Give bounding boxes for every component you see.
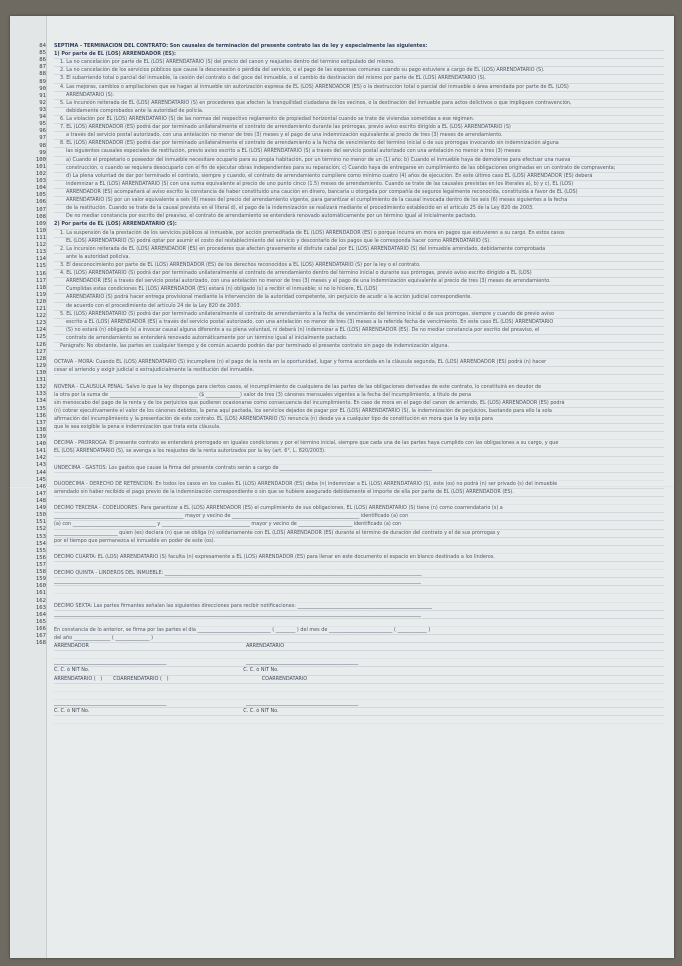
line-number: 146	[35, 483, 46, 490]
line-number: 149	[35, 505, 46, 512]
blank-line	[54, 351, 664, 359]
line-number: 118	[35, 284, 46, 291]
blank-line	[54, 432, 664, 440]
line-number: 111	[35, 234, 46, 241]
line-number: 116	[35, 270, 46, 277]
line-number: 91	[39, 92, 46, 99]
line-number: 85	[39, 50, 46, 57]
line-number: 166	[35, 625, 46, 632]
line-number: 156	[35, 554, 46, 561]
contract-line: ______________________________________________________________________________________________________________________________________________________	[54, 611, 664, 619]
line-number: 126	[35, 341, 46, 348]
line-number: 167	[35, 633, 46, 640]
line-number: 112	[35, 242, 46, 249]
contract-line: 2) Por parte de EL (LOS) ARRENDATARIO (S):	[54, 221, 664, 229]
line-number: 165	[35, 618, 46, 625]
contract-line: UNDÉCIMA - GASTOS: Los gastos que cause la firma del presente contrato serán a cargo de ______________________________________________________________	[54, 465, 664, 473]
contract-line: ARRENDATARIO ( ) COARRENDATARIO ( ) COARRENDATARIO	[54, 676, 664, 684]
line-number: 155	[35, 547, 46, 554]
contract-line: 5. La incursión reiterada de EL (LOS) ARRENDATARIO (S) en procederes que afecten la tranquilidad ciudadana de los vecinos, o la destinación del inmueble para actos delictivos o que impliquen contravención,	[54, 100, 664, 108]
contract-line: 4. Las mejoras, cambios o ampliaciones que se hagan al inmueble sin autorización expresa de EL (LOS) ARRENDADOR (ES) o la destrucción total o parcial del inmueble o área arrendada por parte de EL (LOS)	[54, 84, 664, 92]
line-number: 96	[39, 128, 46, 135]
contract-line: arrendado sin haber recibido el pago previo de la indemnización correspondiente o sin que se hubiere asegurado debidamente el importe de ella por parte de EL (LOS) ARRENDADOR (ES).	[54, 489, 664, 497]
contract-line: ARRENDATARIO (S) por un valor equivalente a seis (6) meses del precio del arrendamiento vigente, para garantizar el cumplimiento de la causal invocada dentro de los seis (6) meses siguientes a la fecha	[54, 197, 664, 205]
contract-line: __________________________ quien (es) declara (n) que se obliga (n) solidariamente con EL (LOS) ARRENDADOR (ES) durante el término de duración del contrato y el de sus prórrogas y	[54, 530, 664, 538]
line-number: 113	[35, 249, 46, 256]
line-number: 161	[35, 590, 46, 597]
blank-line	[54, 562, 664, 570]
contract-line: escrito a EL (LOS) ARRENDADOR (ES) a través del servicio postal autorizado, con una antelación no menor de tres (3) meses a la referida fecha de vencimiento. En este caso EL (LOS) ARRENDATARIO	[54, 319, 664, 327]
contract-line: DÉCIMO QUINTA - LINDEROS DEL INMUEBLE: _________________________________________________________________________________________________________	[54, 570, 664, 578]
line-number: 160	[35, 583, 46, 590]
line-number: 115	[35, 263, 46, 270]
blank-line	[54, 684, 664, 692]
line-number: 139	[35, 434, 46, 441]
line-number: 153	[35, 533, 46, 540]
contract-line: 2. La incursión reiterada de EL (LOS) ARRENDADOR (ES) en procederes que afecten gravemente el disfrute cabal por EL (LOS) ARRENDATARIO (S) del inmueble arrendado, debidamente comprobada	[54, 246, 664, 254]
blank-line	[54, 546, 664, 554]
contract-line: ARRENDADOR (ES) acompañará al aviso escrito la constancia de haber constituido una caución en dinero, bancaria u otorgada por compañía de seguros legalmente reconocida, constituida a favor de EL (LOS)	[54, 189, 664, 197]
contract-line: cesar el arriendo y exigir judicial o extrajudicialmente la restitución del inmueble.	[54, 367, 664, 375]
contract-line: que le sea exigible la pena e indemnización que trata esta cláusula.	[54, 424, 664, 432]
contract-line: _____________________________________________________ mayor y vecino de ____________________________________________________ identificado (a) con	[54, 513, 664, 521]
contract-line: Cumplidas estas condiciones EL (LOS) ARRENDADOR (ES) estará (n) obligado (s) a recibir el inmueble; si no lo hiciere, EL (LOS)	[54, 286, 664, 294]
contract-body	[54, 43, 664, 724]
contract-line: de la restitución. Cuando se trate de la causal prevista en el literal d), el pago de la indemnización se realizará mediante el procedimiento establecido en el artículo 25 de la Ley 820 de 2003.	[54, 205, 664, 213]
contract-line: 5. EL (LOS) ARRENDATARIO (S) podrá dar por terminado unilateralmente el contrato de arrendamiento a la fecha de vencimiento del término inicial o de sus prórrogas, siempre y cuando dé previo aviso	[54, 311, 664, 319]
contract-line: ARRENDADOR (ES) a través del servicio postal autorizado, con una antelación no menor de tres (3) meses y el pago de una indemnización equivalente al precio de tres (3) meses de arrendamiento.	[54, 278, 664, 286]
contract-line: ARRENDADOR ARRENDATARIO	[54, 643, 664, 651]
line-number: 144	[35, 469, 46, 476]
line-number: 84	[39, 43, 46, 49]
blank-line	[54, 457, 664, 465]
line-number: 132	[35, 384, 46, 391]
contract-line: ______________________________________________ ______________________________________________	[54, 700, 664, 708]
contract-line: indemnizar a EL (LOS) ARRENDATARIO (S) con una suma equivalente al precio de uno punto cinco (1.5) meses de arrendamiento. Cuando se trate de las causales previstas en los literales a), b) y c), EL (LOS)	[54, 181, 664, 189]
document-sheet	[10, 16, 674, 958]
contract-line: 3. El desconocimiento por parte de EL (LOS) ARRENDADOR (ES) de los derechos reconocidos a EL (LOS) ARRENDATARIO (S) por la ley o el contrato.	[54, 262, 664, 270]
line-number: 142	[35, 455, 46, 462]
contract-line: 2. La no cancelación de los servicios públicos que cause la desconexión o pérdida del servicio, o el pago de las expensas comunes cuando su pago estuviere a cargo de EL (LOS) ARRENDATARIO (S).	[54, 67, 664, 75]
blank-line	[54, 497, 664, 505]
line-numbers	[24, 43, 46, 647]
contract-line: DUODÉCIMA - DERECHO DE RETENCIÓN: En todos los casos en los cuales EL (LOS) ARRENDADOR (ES) deba (n) indemnizar a EL (LOS) ARRENDATARIO (S), éste (os) no podrá (n) ser privado (s) del inmueble	[54, 481, 664, 489]
line-number: 94	[39, 114, 46, 121]
line-number: 88	[39, 71, 46, 78]
line-number: 114	[35, 256, 46, 263]
line-number: 148	[35, 498, 46, 504]
line-number: 87	[39, 64, 46, 71]
contract-line: 8. EL (LOS) ARRENDADOR (ES) podrá dar por terminado unilateralmente el contrato de arrendamiento a la fecha de vencimiento del término inicial o de sus prórrogas invocando sin indemnización alguna	[54, 140, 664, 148]
contract-line: DÉCIMO TERCERA - CODEUDORES: Para garantizar a EL (LOS) ARRENDADOR (ES) el cumplimiento de sus obligaciones, EL (LOS) ARRENDATARIO (S) tiene (n) como coarrendatario (s) a	[54, 505, 664, 513]
contract-line: DÉCIMO SEXTA: Las partes firmantes señalan las siguientes direcciones para recibir notificaciones: _______________________________________________________	[54, 603, 664, 611]
contract-line: contrato de arrendamiento se entenderá renovado automáticamente por un término igual al inicialmente pactado.	[54, 335, 664, 343]
line-number: 133	[35, 391, 46, 398]
line-number: 120	[35, 298, 46, 305]
contract-line: por el tiempo que permanezca el inmueble en poder de este (os).	[54, 538, 664, 546]
line-number: 110	[35, 227, 46, 234]
contract-line: (n) cobrar ejecutivamente el valor de los cánones debidos, la pena aquí pactada, los servicios dejados de pagar por EL (LOS) ARRENDATARIO (S), la indemnización de perjuicios, bastando para ello la sola	[54, 408, 664, 416]
line-number: 164	[35, 611, 46, 618]
contract-line: 1) Por parte de EL (LOS) ARRENDADOR (ES):	[54, 51, 664, 59]
contract-line: (S) no estará (n) obligado (s) a invocar causal alguna diferente a su plena voluntad, ni deberá (n) indemnizar a EL (LOS) ARRENDADOR (ES). De no mediar constancia por escrito del preaviso, el	[54, 327, 664, 335]
contract-line: (a) con __________________________________ y ____________________________________ mayor y vecino de ______________________ identificado (a) con	[54, 521, 664, 529]
line-number: 90	[39, 85, 46, 92]
line-number: 137	[35, 419, 46, 426]
contract-line: DÉCIMA - PRÓRROGA: El presente contrato se entenderá prorrogado en iguales condiciones y por el término inicial, siempre que cada una de las partes haya cumplido con las obligaciones a su cargo, y que	[54, 440, 664, 448]
line-number: 127	[35, 348, 46, 355]
line-number: 95	[39, 121, 46, 128]
contract-line: C. C. ó NIT No. C. C. ó NIT No.	[54, 708, 664, 716]
line-number: 101	[35, 163, 46, 170]
blank-line	[54, 594, 664, 602]
line-number: 134	[35, 398, 46, 405]
line-number: 97	[39, 135, 46, 142]
contract-line: debidamente comprobados ante la autoridad de policía.	[54, 108, 664, 116]
line-number: 157	[35, 561, 46, 568]
blank-line	[54, 651, 664, 659]
line-number: 124	[35, 327, 46, 334]
line-number: 140	[35, 441, 46, 448]
line-number: 152	[35, 526, 46, 533]
line-number: 131	[35, 377, 46, 384]
line-number: 99	[39, 149, 46, 156]
line-number: 89	[39, 78, 46, 85]
blank-line	[54, 375, 664, 383]
line-number: 158	[35, 569, 46, 576]
line-number: 162	[35, 597, 46, 604]
contract-line: OCTAVA - MORA: Cuando EL (LOS) ARRENDATARIO (S) incumpliere (n) el pago de la renta en la oportunidad, lugar y forma acordada en la cláusula segunda, EL (LOS) ARRENDADOR (ES) podrá (n) hacer	[54, 359, 664, 367]
blank-line	[54, 473, 664, 481]
line-number: 108	[35, 213, 46, 220]
line-number: 136	[35, 412, 46, 419]
contract-line: ARRENDATARIO (S).	[54, 92, 664, 100]
line-number: 163	[35, 604, 46, 611]
contract-line: En constancia de lo anterior, se firma por las partes el día ______________________________ ( ________ ) del mes de __________________________ ( ____________ )	[54, 627, 664, 635]
contract-line: del año _______________ ( ______________ )	[54, 635, 664, 643]
line-number: 117	[35, 277, 46, 284]
contract-line: ante la autoridad policiva.	[54, 254, 664, 262]
line-number: 150	[35, 512, 46, 519]
line-number: 104	[35, 185, 46, 192]
contract-line: afirmación del incumplimiento y la presentación de este contrato. EL (LOS) ARRENDATARIO (S) renuncia (n) desde ya a cualquier tipo de constitución en mora que la ley exija para	[54, 416, 664, 424]
line-number: 121	[35, 306, 46, 313]
line-number: 138	[35, 426, 46, 433]
contract-line: a través del servicio postal autorizado, con una antelación no menor de tres (3) meses y el pago de una indemnización equivalente al precio de tres (3) meses de arrendamiento.	[54, 132, 664, 140]
contract-line: DÉCIMO CUARTA: EL (LOS) ARRENDATARIO (S) faculta (n) expresamente a EL (LOS) ARRENDADOR (ES) para llenar en este documento el espacio en blanco destinado a los linderos.	[54, 554, 664, 562]
contract-line: C. C. ó NIT No. C. C. ó NIT No.	[54, 667, 664, 675]
line-number: 102	[35, 170, 46, 177]
line-number: 129	[35, 362, 46, 369]
contract-line: de acuerdo con el procedimiento del artículo 24 de la Ley 820 de 2003.	[54, 303, 664, 311]
line-number: 86	[39, 57, 46, 64]
contract-line: 4. EL (LOS) ARRENDATARIO (S) podrá dar por terminado unilateralmente el contrato de arrendamiento dentro del término inicial o durante sus prórrogas, previo aviso escrito dirigido a EL (LOS)	[54, 270, 664, 278]
line-number: 103	[35, 178, 46, 185]
contract-line: EL (LOS) ARRENDATARIO (S) podrá optar por asumir el costo del restablecimiento del servicio y descontarlo de los pagos que le corresponda hacer como ARRENDATARIO (S).	[54, 238, 664, 246]
line-number: 98	[39, 142, 46, 149]
contract-line: 3. El subarriendo total o parcial del inmueble, la cesión del contrato o del goce del inmueble, o el cambio de destinación del mismo por parte de EL (LOS) ARRENDATARIO (S).	[54, 75, 664, 83]
line-number: 159	[35, 576, 46, 583]
line-number: 128	[35, 355, 46, 362]
contract-line: NOVENA - CLÁUSULA PENAL: Salvo lo que la ley disponga para ciertos casos, el incumplimiento de cualquiera de las partes de las obligaciones derivadas de este contrato, lo constituirá en deudor de	[54, 384, 664, 392]
line-number: 122	[35, 313, 46, 320]
line-number: 119	[35, 291, 46, 298]
contract-line: 6. La violación por EL (LOS) ARRENDATARIO (S) de las normas del respectivo reglamento de propiedad horizontal cuando se trate de viviendas sometidas a ese régimen.	[54, 116, 664, 124]
contract-line: las siguientes causales especiales de restitución, previo aviso escrito a EL (LOS) ARRENDATARIO (S) a través del servicio postal autorizado con una antelación no menor a tres (3) meses:	[54, 148, 664, 156]
contract-line: ______________________________________________________________________________________________________________________________________________________	[54, 578, 664, 586]
line-number: 106	[35, 199, 46, 206]
line-number: 143	[35, 462, 46, 469]
line-number: 154	[35, 540, 46, 547]
contract-line: sin menoscabo del pago de la renta y de los perjuicios que pudieren ocasionarse como consecuencia del incumplimiento. En caso de mora en el pago del canon de arriendo, EL (LOS) ARRENDADOR (ES) podrá	[54, 400, 664, 408]
contract-line: la otra por la suma de ____________________________________ ($ ______________) valor de tres (3) cánones mensuales vigentes a la fecha del incumplimiento, a título de pena	[54, 392, 664, 400]
contract-line: Parágrafo: No obstante, las partes en cualquier tiempo y de común acuerdo podrán dar por terminado el presente contrato sin pago de indemnización alguna.	[54, 343, 664, 351]
contract-line: EL (LOS) ARRENDATARIO (S), se avenga a los reajustes de la renta autorizados por la ley (art. 6°, L. 820/2003).	[54, 448, 664, 456]
blank-line	[54, 619, 664, 627]
line-number: 105	[35, 192, 46, 199]
contract-line: construcción, o cuando se requiera desocuparlo con el fin de ejecutar obras independientes para su reparación; c) Cuando haya de entregarse en cumplimiento de las obligaciones originadas en un contrato de compraventa;	[54, 165, 664, 173]
line-number: 145	[35, 476, 46, 483]
line-number: 141	[35, 448, 46, 455]
line-number: 151	[35, 519, 46, 526]
blank-line	[54, 692, 664, 700]
contract-line: ARRENDATARIO (S) podrá hacer entrega provisional mediante la intervención de la autoridad competente, sin perjuicio de acudir a la acción judicial correspondiente.	[54, 294, 664, 302]
contract-line: De no mediar constancia por escrito del preaviso, el contrato de arrendamiento se entenderá renovado automáticamente por un término igual al inicialmente pactado.	[54, 213, 664, 221]
blank-line	[54, 716, 664, 724]
line-number: 107	[35, 206, 46, 213]
contract-line: ______________________________________________ ______________________________________________	[54, 659, 664, 667]
line-number: 109	[35, 220, 46, 227]
contract-line: a) Cuando el propietario o poseedor del inmueble necesitare ocuparlo para su propia habitación, por un término no menor de un (1) año; b) Cuando el inmueble haya de demolerse para efectuar una nueva	[54, 157, 664, 165]
line-number: 135	[35, 405, 46, 412]
line-number: 147	[35, 490, 46, 497]
line-number: 92	[39, 99, 46, 106]
blank-line	[54, 586, 664, 594]
contract-line: 1. La no cancelación por parte de EL (LOS) ARRENDATARIO (S) del precio del canon y reajustes dentro del término estipulado del mismo.	[54, 59, 664, 67]
line-number: 100	[35, 156, 46, 163]
contract-line: d) La plena voluntad de dar por terminado el contrato, siempre y cuando, el contrato de arrendamiento cumpliere como mínimo cuatro (4) años de ejecución. En este último caso EL (LOS) ARRENDADOR (ES) deberá	[54, 173, 664, 181]
contract-line: 7. EL (LOS) ARRENDADOR (ES) podrá dar por terminado unilateralmente el contrato de arrendamiento durante las prórrogas, previo aviso escrito dirigido a EL (LOS) ARRENDATARIO (S)	[54, 124, 664, 132]
line-number: 93	[39, 106, 46, 113]
contract-line: 1. La suspensión de la prestación de los servicios públicos al inmueble, por acción premeditada de EL (LOS) ARRENDADOR (ES) o porque incurra en mora en pagos que estuvieren a su cargo. En estos casos	[54, 230, 664, 238]
line-number: 125	[35, 334, 46, 341]
line-number: 130	[35, 370, 46, 377]
line-number: 168	[35, 640, 46, 647]
clause-heading: SEPTIMA - TERMINACIÓN DEL CONTRATO: Son causales de terminación del presente contrato las de ley y especialmente las siguientes:	[54, 43, 664, 51]
line-number: 123	[35, 320, 46, 327]
